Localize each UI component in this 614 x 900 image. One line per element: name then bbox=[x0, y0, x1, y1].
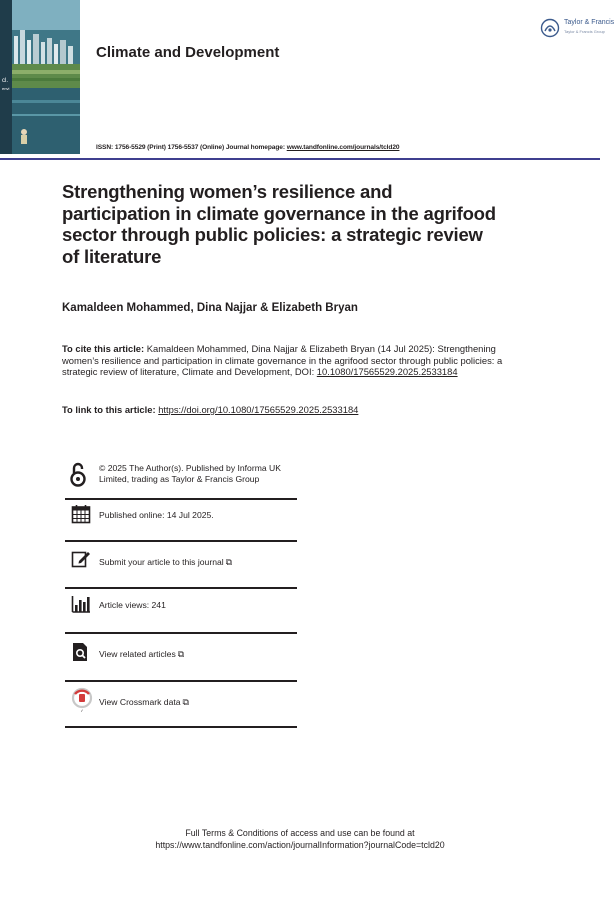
submit-article-item[interactable] bbox=[65, 547, 297, 587]
journal-homepage-link[interactable]: www.tandfonline.com/journals/tcld20 bbox=[286, 144, 400, 151]
related-articles-item[interactable] bbox=[65, 639, 297, 679]
issn-line bbox=[96, 144, 399, 151]
info-divider bbox=[65, 498, 297, 500]
external-link-icon: ⧉ bbox=[225, 557, 233, 567]
citation-label: To cite this article: bbox=[62, 343, 145, 354]
publisher-logo[interactable] bbox=[540, 18, 614, 46]
related-articles-link[interactable] bbox=[99, 649, 299, 660]
svg-text:cl.: cl. bbox=[2, 78, 8, 84]
crossmark-label: View Crossmark data bbox=[99, 697, 181, 707]
citation-block bbox=[62, 343, 532, 378]
footer-terms-text: Full Terms & Conditions of access and use can be found at bbox=[185, 828, 415, 838]
article-link-line bbox=[62, 404, 358, 415]
journal-title: Climate and Development bbox=[96, 44, 280, 61]
svg-text:envi: envi bbox=[2, 86, 10, 91]
published-item bbox=[65, 503, 297, 543]
info-divider bbox=[65, 726, 297, 728]
taylor-francis-logo-icon bbox=[540, 18, 560, 38]
edit-document-icon bbox=[71, 549, 91, 569]
info-divider bbox=[65, 540, 297, 542]
info-divider bbox=[65, 680, 297, 682]
svg-text:✓: ✓ bbox=[80, 708, 84, 713]
related-articles-icon bbox=[71, 642, 91, 662]
citation-doi-link[interactable]: 10.1080/17565529.2025.2533184 bbox=[316, 366, 458, 378]
crossmark-icon bbox=[71, 688, 93, 714]
related-articles-label: View related articles bbox=[99, 649, 176, 659]
crossmark-link[interactable] bbox=[99, 697, 299, 708]
bar-chart-icon bbox=[71, 594, 91, 614]
citation-text: Kamaldeen Mohammed, Dina Najjar & Elizabeth Bryan (14 Jul 2025): Strengthening women’s resilience and participation in climate governance in the agrifood sector through public policies: a strategic review of literature, Climate and Development, DOI: bbox=[62, 343, 503, 378]
publisher-name: Taylor & Francis bbox=[564, 19, 614, 26]
footer-terms-link[interactable]: https://www.tandfonline.com/action/journalInformation?journalCode=tcld20 bbox=[155, 839, 445, 850]
article-title: Strengthening women’s resilience and participation in climate governance in the agrifood sector through public policies: a strategic review of literature bbox=[62, 181, 496, 267]
article-link-label: To link to this article: bbox=[62, 404, 159, 415]
journal-cover-image bbox=[0, 0, 80, 154]
published-date-text: Published online: 14 Jul 2025. bbox=[99, 510, 214, 520]
info-divider bbox=[65, 587, 297, 589]
open-access-item bbox=[65, 460, 297, 500]
issn-text: ISSN: 1756-5529 (Print) 1756-5537 (Online) Journal homepage: bbox=[96, 144, 287, 151]
article-authors: Kamaldeen Mohammed, Dina Najjar & Elizabeth Bryan bbox=[62, 302, 358, 314]
calendar-icon bbox=[71, 504, 91, 524]
article-doi-link[interactable]: https://doi.org/10.1080/17565529.2025.2533184 bbox=[158, 404, 359, 415]
external-link-icon: ⧉ bbox=[182, 697, 189, 707]
copyright-text: © 2025 The Author(s). Published by Informa UK Limited, trading as Taylor & Francis Group bbox=[99, 463, 281, 484]
publisher-tagline: Taylor & Francis Group bbox=[564, 29, 605, 34]
open-access-icon bbox=[69, 462, 87, 488]
info-divider bbox=[65, 632, 297, 634]
submit-article-label: Submit your article to this journal bbox=[99, 557, 224, 567]
article-views-text: Article views: 241 bbox=[99, 600, 166, 610]
crossmark-item[interactable] bbox=[65, 687, 297, 727]
header-divider bbox=[0, 158, 600, 160]
external-link-icon: ⧉ bbox=[177, 649, 185, 659]
submit-article-link[interactable] bbox=[99, 557, 299, 568]
footer bbox=[0, 828, 600, 851]
article-views-item bbox=[65, 593, 297, 633]
